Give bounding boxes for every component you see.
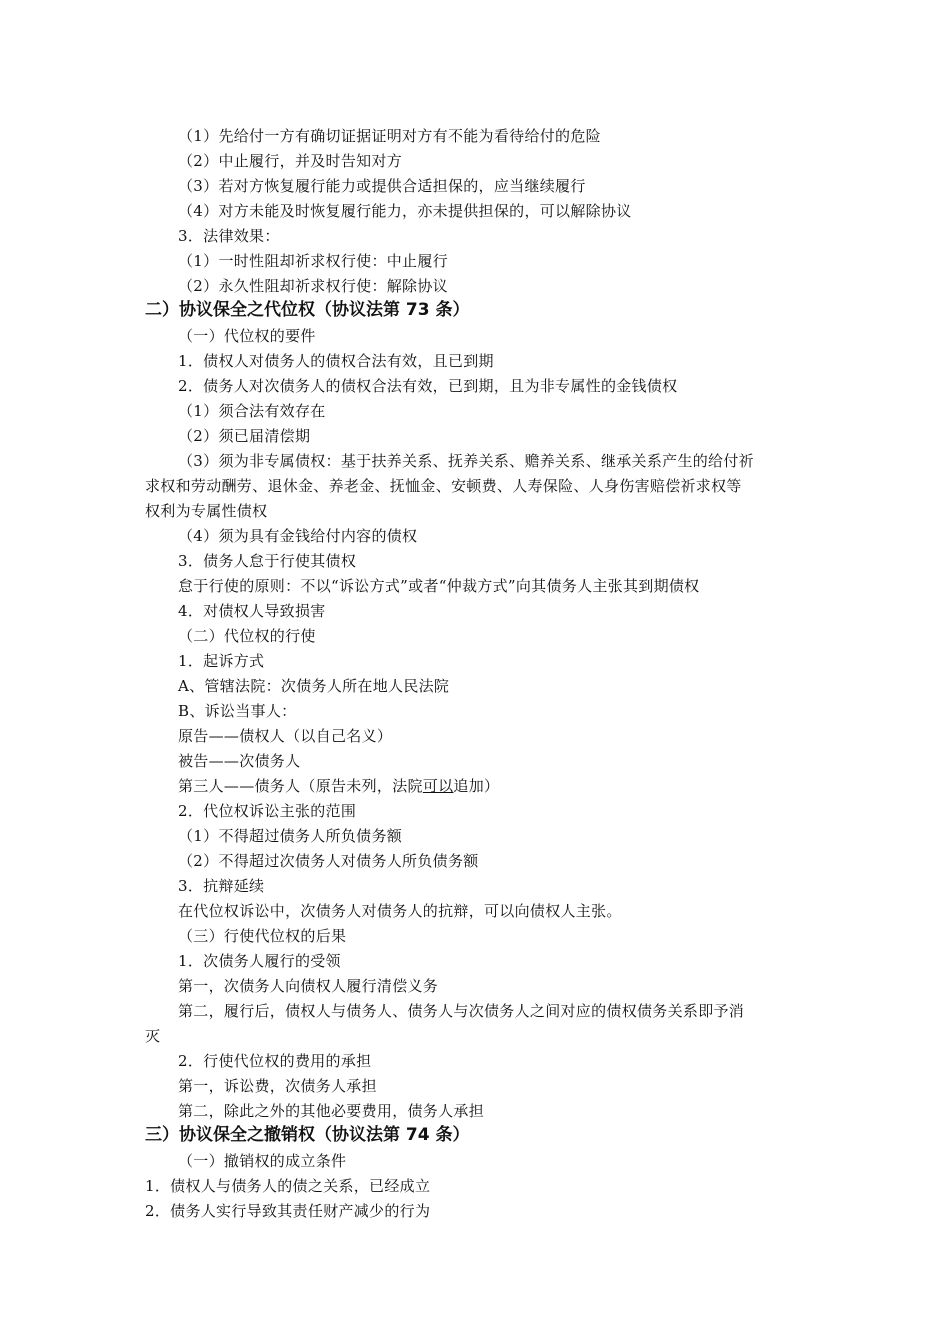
text-line: 第一，次债务人向债权人履行清偿义务 bbox=[178, 977, 439, 995]
text-line bbox=[178, 776, 499, 796]
text-line: 第一，诉讼费，次债务人承担 bbox=[178, 1077, 377, 1095]
text-line: 1．债权人与债务人的债之关系，已经成立 bbox=[145, 1177, 431, 1195]
text-line: （2）永久性阻却祈求权行使：解除协议 bbox=[178, 277, 448, 295]
text-line: （3）须为非专属债权：基于扶养关系、抚养关系、赡养关系、继承关系产生的给付祈 bbox=[178, 452, 754, 470]
text-line: （1）先给付一方有确切证据证明对方有不能为看待给付的危险 bbox=[178, 127, 601, 145]
text-line: 1．次债务人履行的受领 bbox=[178, 952, 341, 970]
text-line: （2）不得超过次债务人对债务人所负债务额 bbox=[178, 852, 479, 870]
text-line: 1．起诉方式 bbox=[178, 652, 265, 670]
text-line: 在代位权诉讼中，次债务人对债务人的抗辩，可以向债权人主张。 bbox=[178, 902, 622, 920]
text-line: （2）须已届清偿期 bbox=[178, 427, 311, 445]
text-line: （4）须为具有金钱给付内容的债权 bbox=[178, 527, 418, 545]
text-line: 2．行使代位权的费用的承担 bbox=[178, 1052, 372, 1070]
text-line: 灭 bbox=[145, 1027, 161, 1045]
text-line: 第二，除此之外的其他必要费用，债务人承担 bbox=[178, 1102, 485, 1120]
text-line: （2）中止履行，并及时告知对方 bbox=[178, 152, 403, 170]
text-line: （3）若对方恢复履行能力或提供合适担保的，应当继续履行 bbox=[178, 177, 586, 195]
text-line: （三）行使代位权的后果 bbox=[178, 927, 347, 945]
text-line: 3．法律效果： bbox=[178, 227, 280, 245]
text-line: 2．债务人实行导致其责任财产减少的行为 bbox=[145, 1202, 431, 1220]
text-line: 2．代位权诉讼主张的范围 bbox=[178, 802, 357, 820]
underlined-text: 可以 bbox=[422, 777, 454, 795]
text-line: 权利为专属性债权 bbox=[145, 502, 268, 520]
section-heading: 三）协议保全之撤销权（协议法第 74 条） bbox=[145, 1125, 470, 1145]
text-line: 1．债权人对债务人的债权合法有效，且已到期 bbox=[178, 352, 494, 370]
text-segment: 追加） bbox=[453, 777, 500, 795]
text-line: 3．抗辩延续 bbox=[178, 877, 265, 895]
text-line: 求权和劳动酬劳、退休金、养老金、抚恤金、安顿费、人寿保险、人身伤害赔偿祈求权等 bbox=[145, 477, 742, 495]
text-line: 2．债务人对次债务人的债权合法有效，已到期，且为非专属性的金钱债权 bbox=[178, 377, 678, 395]
text-line: （一）撤销权的成立条件 bbox=[178, 1152, 347, 1170]
text-line: （1）须合法有效存在 bbox=[178, 402, 326, 420]
text-line: B、诉讼当事人： bbox=[178, 702, 297, 720]
text-segment: 第三人——债务人（原告未列，法院 bbox=[178, 777, 423, 795]
text-line: （二）代位权的行使 bbox=[178, 627, 316, 645]
text-line: 4．对债权人导致损害 bbox=[178, 602, 326, 620]
text-line: A、管辖法院：次债务人所在地人民法院 bbox=[178, 677, 450, 695]
text-line: （1）一时性阻却祈求权行使：中止履行 bbox=[178, 252, 448, 270]
text-line: 原告——债权人（以自己名义） bbox=[178, 727, 393, 745]
text-line: 怠于行使的原则：不以“诉讼方式”或者“仲裁方式”向其债务人主张其到期债权 bbox=[178, 577, 700, 595]
text-line: 被告——次债务人 bbox=[178, 752, 301, 770]
text-line: 3．债务人怠于行使其债权 bbox=[178, 552, 357, 570]
text-line: 第二，履行后，债权人与债务人、债务人与次债务人之间对应的债权债务关系即予消 bbox=[178, 1002, 745, 1020]
section-heading: 二）协议保全之代位权（协议法第 73 条） bbox=[145, 300, 470, 320]
text-line: （1）不得超过债务人所负债务额 bbox=[178, 827, 403, 845]
text-line: （4）对方未能及时恢复履行能力，亦未提供担保的，可以解除协议 bbox=[178, 202, 632, 220]
text-line: （一）代位权的要件 bbox=[178, 327, 316, 345]
